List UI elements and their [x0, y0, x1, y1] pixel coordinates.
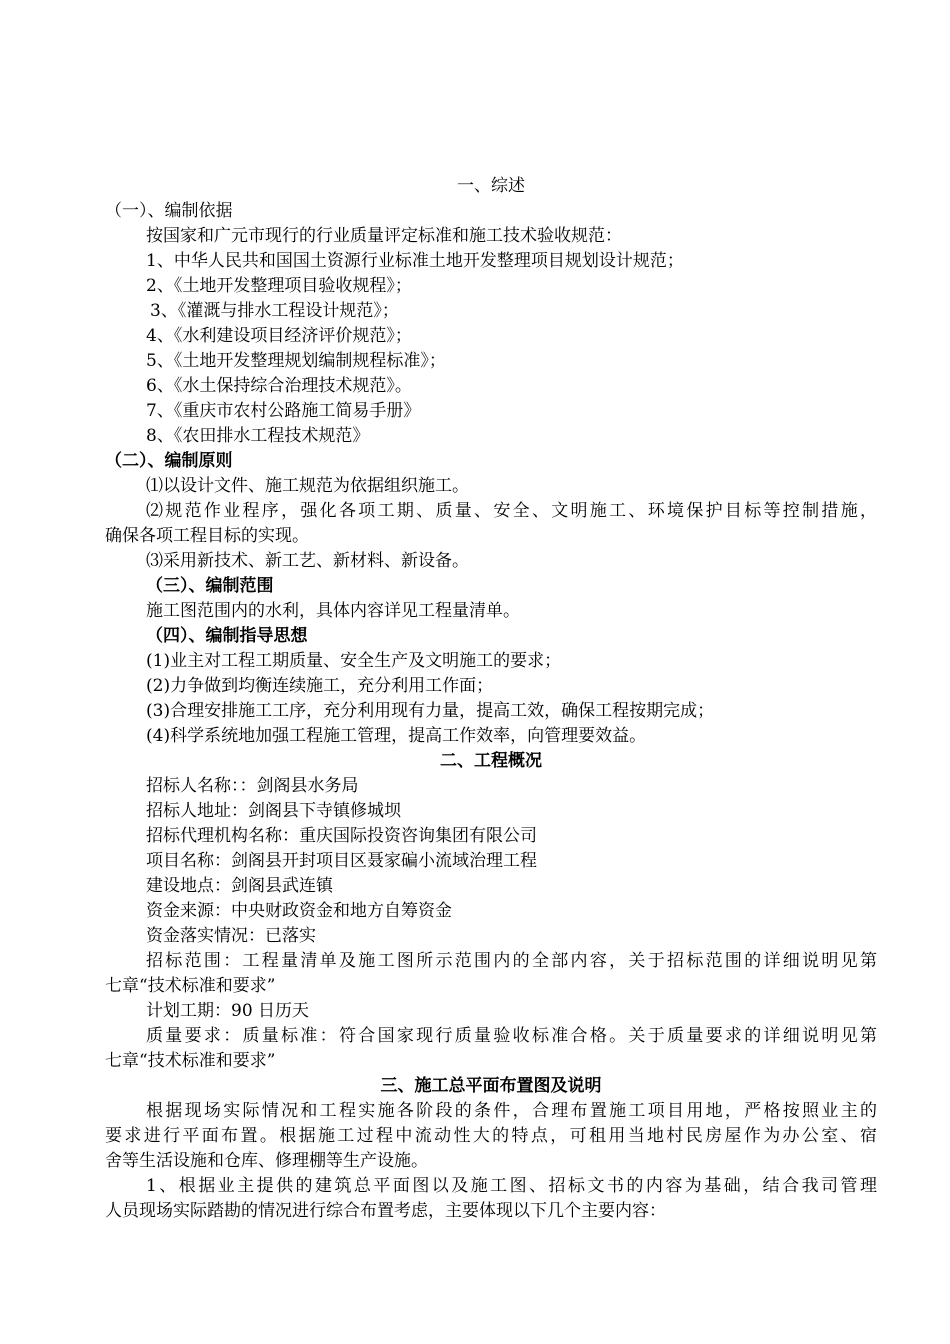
overview-line-1: 招标人名称：：剑阁县水务局: [146, 776, 359, 796]
document-body: [105, 174, 877, 1224]
principle-1: ⑴以设计文件、施工规范为依据组织施工。: [146, 476, 469, 496]
overview-line-5: 建设地点：剑阁县武连镇: [146, 876, 333, 896]
principle-2-line-2: 确保各项工程目标的实现。: [105, 526, 309, 546]
guidance-item-3: (3)合理安排施工工序，充分利用现有力量，提高工效，确保工程按期完成；: [146, 701, 715, 721]
section-3-title: 三、施工总平面布置图及说明: [380, 1076, 602, 1096]
quality-line-1: 质量要求：质量标准：符合国家现行质量验收标准合格。关于质量要求的详细说明见第: [146, 1026, 877, 1046]
principle-3: ⑶采用新技术、新工艺、新材料、新设备。: [146, 551, 469, 571]
subsection-basis-heading: （一）、编制依据: [105, 201, 233, 221]
basis-item-2: 2、《土地开发整理项目验收规程》；: [146, 276, 412, 296]
section-1-title: 一、综述: [457, 176, 525, 196]
planned-period: 计划工期：90 日历天: [146, 1001, 310, 1021]
scope-text: 施工图范围内的水利，具体内容详见工程量清单。: [146, 601, 520, 621]
basis-item-1: 1、中华人民共和国国土资源行业标准土地开发整理项目规划设计规范；: [146, 251, 684, 271]
quality-line-2: 七章“技术标准和要求”: [105, 1051, 276, 1071]
overview-line-2: 招标人地址：剑阁县下寺镇修城坝: [146, 801, 401, 821]
basis-item-5: 5、《土地开发整理规划编制规程标准》；: [146, 351, 446, 371]
principle-2-line-1: ⑵规范作业程序，强化各项工期、质量、安全、文明施工、环境保护目标等控制措施，: [146, 501, 877, 521]
layout-para-2-line-2: 人员现场实际踏勘的情况进行综合布置考虑，主要体现以下几个主要内容：: [105, 1201, 666, 1221]
basis-item-7: 7、《重庆市农村公路施工简易手册》: [146, 401, 421, 421]
overview-line-4: 项目名称：剑阁县开封项目区聂家碥小流域治理工程: [146, 851, 537, 871]
subsection-guidance-heading: （四）、编制指导思想: [146, 626, 308, 646]
guidance-item-2: (2)力争做到均衡连续施工，充分利用工作面；: [146, 676, 494, 696]
layout-para-2-line-1: 1、根据业主提供的建筑总平面图以及施工图、招标文书的内容为基础，结合我司管理: [146, 1176, 877, 1196]
layout-para-1-line-3: 舍等生活设施和仓库、修理棚等生产设施。: [105, 1151, 428, 1171]
layout-para-1-line-1: 根据现场实际情况和工程实施各阶段的条件，合理布置施工项目用地，严格按照业主的: [146, 1101, 877, 1121]
basis-item-6: 6、《水土保持综合治理技术规范》。: [146, 376, 412, 396]
basis-item-8: 8、《农田排水工程技术规范》: [146, 426, 370, 446]
subsection-scope-heading: （三）、编制范围: [146, 576, 274, 596]
tender-scope-line-1: 招标范围：工程量清单及施工图所示范围内的全部内容，关于招标范围的详细说明见第: [146, 951, 877, 971]
basis-intro: 按国家和广元市现行的行业质量评定标准和施工技术验收规范：: [146, 226, 622, 246]
tender-scope-line-2: 七章“技术标准和要求”: [105, 976, 276, 996]
guidance-item-1: (1)业主对工程工期质量、安全生产及文明施工的要求；: [146, 651, 562, 671]
subsection-principles-heading: （二）、编制原则: [105, 451, 233, 471]
guidance-item-4: (4)科学系统地加强工程施工管理，提高工作效率，向管理要效益。: [146, 726, 647, 746]
basis-item-4: 4、《水利建设项目经济评价规范》；: [146, 326, 412, 346]
section-2-title: 二、工程概况: [440, 751, 542, 771]
overview-line-6: 资金来源：中央财政资金和地方自筹资金: [146, 901, 452, 921]
overview-line-7: 资金落实情况：已落实: [146, 926, 316, 946]
overview-line-3: 招标代理机构名称：重庆国际投资咨询集团有限公司: [146, 826, 537, 846]
layout-para-1-line-2: 要求进行平面布置。根据施工过程中流动性大的特点，可租用当地村民房屋作为办公室、宿: [105, 1126, 877, 1146]
basis-item-3: 3、《灌溉与排水工程设计规范》；: [150, 301, 399, 321]
